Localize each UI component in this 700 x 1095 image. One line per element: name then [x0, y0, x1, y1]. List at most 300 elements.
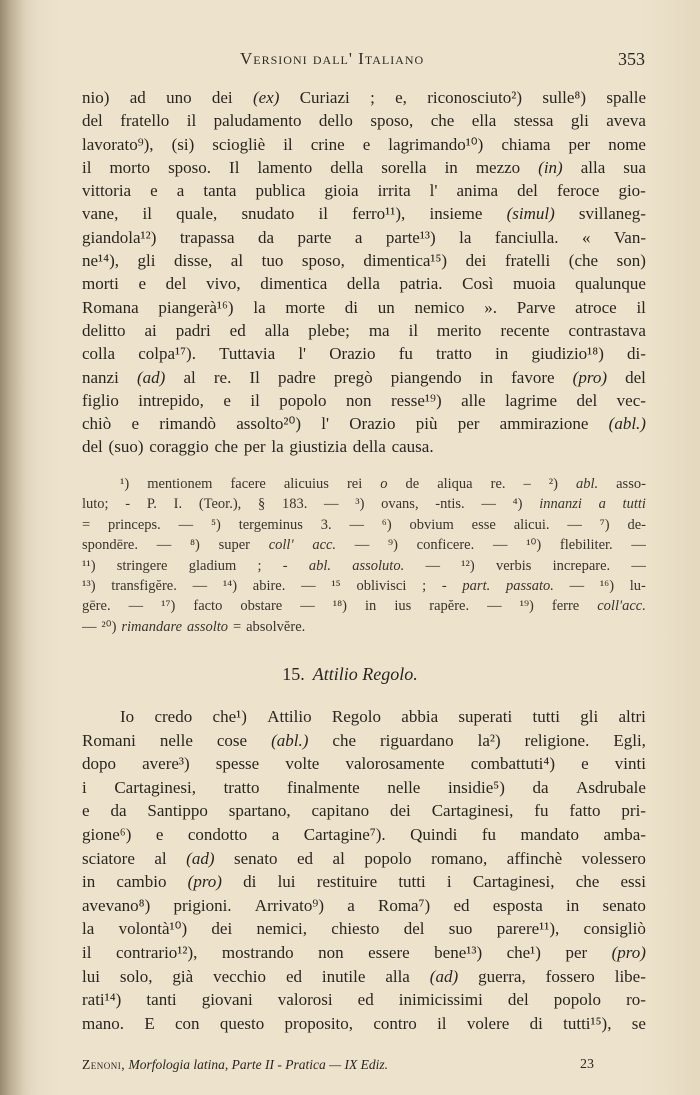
word: ¹⁸) [332, 598, 347, 615]
word: — [82, 618, 97, 635]
word: (ad) [136, 367, 166, 387]
word: princeps. [108, 516, 161, 533]
word: ¹⁷) [161, 598, 176, 615]
section-title: Attilio Regolo. [312, 664, 418, 684]
word: abl. [308, 557, 331, 574]
text-line [82, 156, 646, 179]
word: che¹) [506, 942, 541, 962]
word: inutile [321, 966, 366, 986]
word: combattuti⁴) [470, 754, 555, 774]
text-line [82, 1012, 646, 1036]
word: alla [385, 966, 410, 986]
word: irrita [377, 181, 411, 201]
word: nome [608, 134, 646, 154]
word: sciogliè [212, 134, 266, 154]
word: (in) [538, 157, 563, 177]
word: per [243, 437, 266, 457]
word: super [218, 537, 250, 554]
word: lu- [629, 577, 646, 594]
word: se [631, 1013, 646, 1033]
word: volte [285, 754, 320, 774]
word: tratto [436, 344, 472, 364]
word: esse [471, 516, 496, 533]
word: dei [465, 251, 487, 271]
word: fanciulla. [494, 227, 559, 247]
word: per [457, 414, 480, 434]
signature-mark: 23 [580, 1057, 594, 1072]
word: padri [175, 320, 211, 340]
word: re. [490, 476, 506, 492]
word: fratelli [504, 251, 551, 271]
word: nanzi [82, 367, 119, 387]
word: Il [249, 367, 260, 387]
word: religione. [524, 730, 590, 750]
word: coll' [268, 537, 294, 554]
word: e [155, 824, 164, 844]
word: gione⁶) [82, 824, 132, 844]
word: — [156, 537, 172, 554]
word: — [492, 537, 508, 554]
word: merito [437, 320, 482, 340]
word: popolo [279, 390, 327, 410]
word: uno [166, 88, 192, 107]
word: — [128, 598, 144, 615]
word: Asdrubale [576, 777, 646, 797]
word: di [529, 1013, 543, 1033]
text-line [82, 799, 646, 823]
word: del [165, 274, 187, 294]
word: Orazio [329, 344, 376, 364]
word: ferre [551, 598, 580, 615]
text-line [82, 870, 646, 894]
word: Il [229, 157, 240, 177]
word: Curiazi [299, 88, 350, 107]
word: tutti¹⁵), [563, 1013, 612, 1033]
word: favore [511, 367, 555, 387]
word: consigliò [583, 919, 646, 939]
word: che [214, 437, 239, 457]
word: avere³) [142, 754, 190, 774]
word: 3. [320, 516, 332, 533]
word: ¹²) [461, 557, 475, 574]
word: già [172, 966, 194, 986]
word: sciatore [82, 848, 135, 868]
word: — [192, 577, 208, 594]
word: credo [154, 707, 193, 726]
text-line [82, 576, 646, 596]
word: qualunque [575, 274, 646, 294]
word: abl. [575, 476, 599, 492]
word: il [636, 297, 646, 317]
word: rimandare [121, 618, 183, 635]
text-line [82, 941, 646, 965]
word: valorosamente [345, 754, 445, 774]
word: parere¹¹), [496, 919, 560, 939]
word: gēre. [82, 598, 111, 615]
word: ⁵) [210, 516, 221, 533]
word: (simul) [506, 204, 555, 224]
word: cambio [116, 872, 167, 892]
word: Cartagine⁷). [303, 824, 386, 844]
word: P. [146, 496, 157, 513]
word: paludamento [213, 111, 302, 131]
text-line [82, 86, 646, 109]
word: o [380, 476, 388, 492]
word: in [444, 157, 458, 177]
word: ed [453, 895, 470, 915]
word: nelle [159, 730, 193, 750]
word: anima [456, 181, 499, 201]
word: e [82, 801, 90, 821]
word: vinti [614, 754, 646, 774]
word: abire. [252, 577, 286, 594]
word: crine [310, 134, 345, 154]
word: spartano, [228, 801, 291, 821]
word: e [581, 754, 589, 774]
word: (abl.) [608, 414, 646, 434]
word: stessa [513, 111, 554, 131]
word: a [176, 181, 185, 201]
text-line [82, 435, 646, 458]
word: ed [296, 848, 314, 868]
word: gioia [324, 181, 359, 201]
word: ¹⁶) [599, 577, 615, 594]
word: fu [534, 801, 549, 821]
word: con [175, 1013, 200, 1033]
word: contro [373, 1013, 417, 1033]
word: (si) [171, 134, 195, 154]
word: avevano⁸) [82, 895, 151, 915]
word: dello [318, 111, 353, 131]
word: (ad) [186, 848, 215, 868]
page-header [80, 49, 645, 75]
word: ⁶) [381, 516, 392, 533]
word: coll'acc. [597, 598, 646, 615]
word: giandola¹²) [82, 227, 157, 247]
word: finalmente [287, 777, 360, 797]
word: contrastava [568, 320, 646, 340]
word: nemici, [256, 919, 307, 939]
word: stringere [116, 557, 168, 574]
word: che [332, 730, 356, 750]
word: de- [627, 516, 646, 533]
word: facere [230, 476, 266, 492]
word: fu [481, 824, 496, 844]
word: valorosi [277, 990, 333, 1010]
word: absolvĕre. [246, 618, 306, 635]
word: colla [82, 344, 116, 364]
text-line [82, 988, 646, 1012]
word: (Teor.), [198, 496, 242, 513]
word: (che [568, 251, 599, 271]
text-line [82, 272, 646, 295]
text-line [82, 917, 646, 941]
word: dei [211, 919, 233, 939]
word: ¹⁴) [222, 577, 238, 594]
word: aliqua [437, 476, 473, 492]
word: prigioni. [173, 895, 232, 915]
word: morto [109, 157, 151, 177]
word: la [82, 919, 95, 939]
word: plebe; [308, 320, 350, 340]
word: alle [461, 390, 486, 410]
word: (abl.) [271, 730, 309, 750]
word: e [150, 181, 158, 201]
page-number: 353 [618, 49, 645, 69]
word: (pro) [187, 872, 222, 892]
running-head: Versioni dall' Italiano [240, 49, 425, 68]
text-line [82, 965, 646, 989]
word: popolo [364, 848, 412, 868]
word: ne¹⁴), [82, 251, 119, 271]
word: sua [623, 157, 646, 177]
word: il [318, 204, 328, 224]
word: volontà¹⁰) [118, 919, 188, 939]
word: lui [277, 872, 296, 892]
word: fratello [120, 111, 170, 131]
word: mentionem [147, 476, 213, 492]
word: un [377, 297, 395, 317]
word: in [479, 367, 493, 387]
word: ⁸) [189, 537, 200, 554]
word: il [186, 111, 197, 131]
word: il [142, 204, 152, 224]
word: — [567, 516, 582, 533]
text-line [82, 109, 646, 132]
word: svillaneg- [578, 204, 646, 224]
word: ammirazione [499, 414, 589, 434]
word: alicui. [513, 516, 550, 533]
word: ed [357, 990, 374, 1010]
word: Romana [82, 297, 139, 317]
text-line [82, 515, 646, 535]
word: Quindi [410, 824, 458, 844]
word: e [223, 390, 231, 410]
word: ²) [548, 476, 558, 492]
word: ed [285, 966, 302, 986]
word: l' [429, 181, 438, 201]
page-footer [82, 1057, 602, 1073]
word: son) [616, 251, 646, 271]
word: guerra, [478, 966, 526, 986]
word: spalle [606, 88, 646, 107]
word: — [300, 598, 315, 615]
word: inimicissimi [398, 990, 483, 1010]
word: ; [370, 88, 375, 107]
text-line [82, 474, 646, 494]
word: fatto [569, 801, 601, 821]
word: - [441, 577, 447, 594]
word: senato [602, 895, 646, 915]
word: in [365, 598, 377, 615]
word: parte¹³) [385, 227, 436, 247]
word: - [125, 496, 131, 513]
word: passato. [505, 577, 554, 594]
word: Cartaginesi, [114, 777, 196, 797]
word: Così [462, 274, 494, 294]
word: della [346, 274, 380, 294]
word: — [631, 557, 646, 574]
word: da [110, 801, 127, 821]
word: vane, [82, 204, 119, 224]
word: obstare [240, 598, 283, 615]
word: volessero [581, 848, 646, 868]
word: fu [398, 344, 413, 364]
word: part. [462, 577, 491, 594]
word: alla [580, 157, 606, 177]
word: sposo, [301, 251, 345, 271]
word: re. [213, 367, 232, 387]
word: (pro) [572, 367, 607, 387]
word: increpare. [552, 557, 611, 574]
text-line [82, 776, 646, 800]
text-line [82, 894, 646, 918]
word: mostrando [221, 942, 294, 962]
word: disse, [174, 251, 213, 271]
word: la [459, 227, 472, 247]
word: al [183, 367, 196, 387]
word: chiò [82, 414, 112, 434]
word: il [82, 157, 92, 177]
word: l' [298, 344, 307, 364]
word: pregò [333, 367, 373, 387]
word: — [324, 496, 339, 513]
word: padre [278, 367, 316, 387]
word: l' [321, 414, 330, 434]
text-line [82, 202, 646, 225]
footnotes [82, 474, 646, 637]
word: rati¹⁴) [82, 990, 122, 1010]
word: colpa¹⁷). [138, 344, 196, 364]
word: ovans, [381, 496, 419, 513]
word: parte [297, 227, 332, 247]
word: § [257, 496, 266, 513]
word: muoia [513, 274, 556, 294]
text-line [82, 823, 646, 847]
word: dimentica [260, 274, 328, 294]
word: di- [627, 344, 646, 364]
word: superati [458, 707, 513, 726]
word: per [565, 942, 588, 962]
word: = [82, 516, 91, 533]
word: bene¹³) [434, 942, 483, 962]
word: ma [368, 320, 390, 340]
word: I. [173, 496, 183, 513]
word: da [258, 227, 275, 247]
word: ; [422, 577, 427, 594]
word: Santippo [147, 801, 208, 821]
text-line [82, 366, 646, 389]
word: asso- [616, 476, 646, 492]
word: al [230, 251, 244, 271]
word: lui [82, 966, 100, 986]
word: a [598, 496, 606, 513]
word: il [437, 1013, 447, 1033]
word: (ad) [429, 966, 459, 986]
word: verbis [495, 557, 532, 574]
word: del [403, 919, 425, 939]
word: la [271, 437, 284, 457]
word: proposito, [284, 1013, 354, 1033]
word: in [82, 872, 96, 892]
word: — [425, 557, 440, 574]
word: Orazio [349, 414, 396, 434]
word: Cartaginesi, [431, 801, 514, 821]
word: della [352, 437, 386, 457]
word: e, [395, 88, 407, 107]
text-line [82, 342, 646, 365]
word: dei [211, 88, 233, 107]
word: a [354, 227, 363, 247]
text-line [82, 179, 646, 202]
word: dopo [82, 754, 116, 774]
word: « [581, 227, 591, 247]
word: e [362, 134, 371, 154]
word: Regolo [331, 707, 381, 726]
word: gli [580, 707, 599, 726]
word: Egli, [613, 730, 646, 750]
text-line [82, 133, 646, 156]
text-line [82, 596, 646, 616]
word: obvium [409, 516, 454, 533]
word: ; [257, 557, 262, 574]
word: insieme [429, 204, 483, 224]
word: il [408, 320, 419, 340]
word: Roma⁷) [378, 895, 431, 915]
word: tutti [398, 872, 426, 892]
section-heading [0, 664, 700, 685]
word: al [154, 848, 167, 868]
word: giovani [201, 990, 253, 1010]
word: e [138, 274, 147, 294]
word: sulle⁸) [542, 88, 587, 107]
word: Arrivato⁹) [254, 895, 324, 915]
word: Romani [82, 730, 136, 750]
word: cose [216, 730, 248, 750]
word: i [446, 872, 452, 892]
word: innanzi [539, 496, 582, 513]
word: da [532, 777, 549, 797]
word: la²) [477, 730, 501, 750]
word: non [345, 390, 372, 410]
word: del [576, 390, 598, 410]
word: dei [390, 801, 411, 821]
word: – [523, 476, 531, 492]
word: delitto [82, 320, 126, 340]
word: capitano [311, 801, 370, 821]
text-line [82, 847, 646, 871]
word: al [332, 848, 345, 868]
word: piangendo [390, 367, 462, 387]
word: recente [500, 320, 550, 340]
word: ed [229, 320, 246, 340]
word: publica [255, 181, 306, 201]
word: — [301, 577, 316, 594]
word: atroce [575, 297, 617, 317]
word: oblivisci [356, 577, 407, 594]
word: mano. [82, 1013, 125, 1033]
word: vittoria [82, 181, 132, 201]
word: della [330, 157, 364, 177]
word: del [82, 111, 103, 131]
word: ¹⁰) [526, 537, 542, 554]
word: assolto [186, 618, 229, 635]
word: tuo [261, 251, 284, 271]
word: ⁴) [512, 496, 523, 513]
word: Attilio [267, 707, 312, 726]
word: trapassa [179, 227, 235, 247]
word: insidie⁵) [447, 777, 505, 797]
